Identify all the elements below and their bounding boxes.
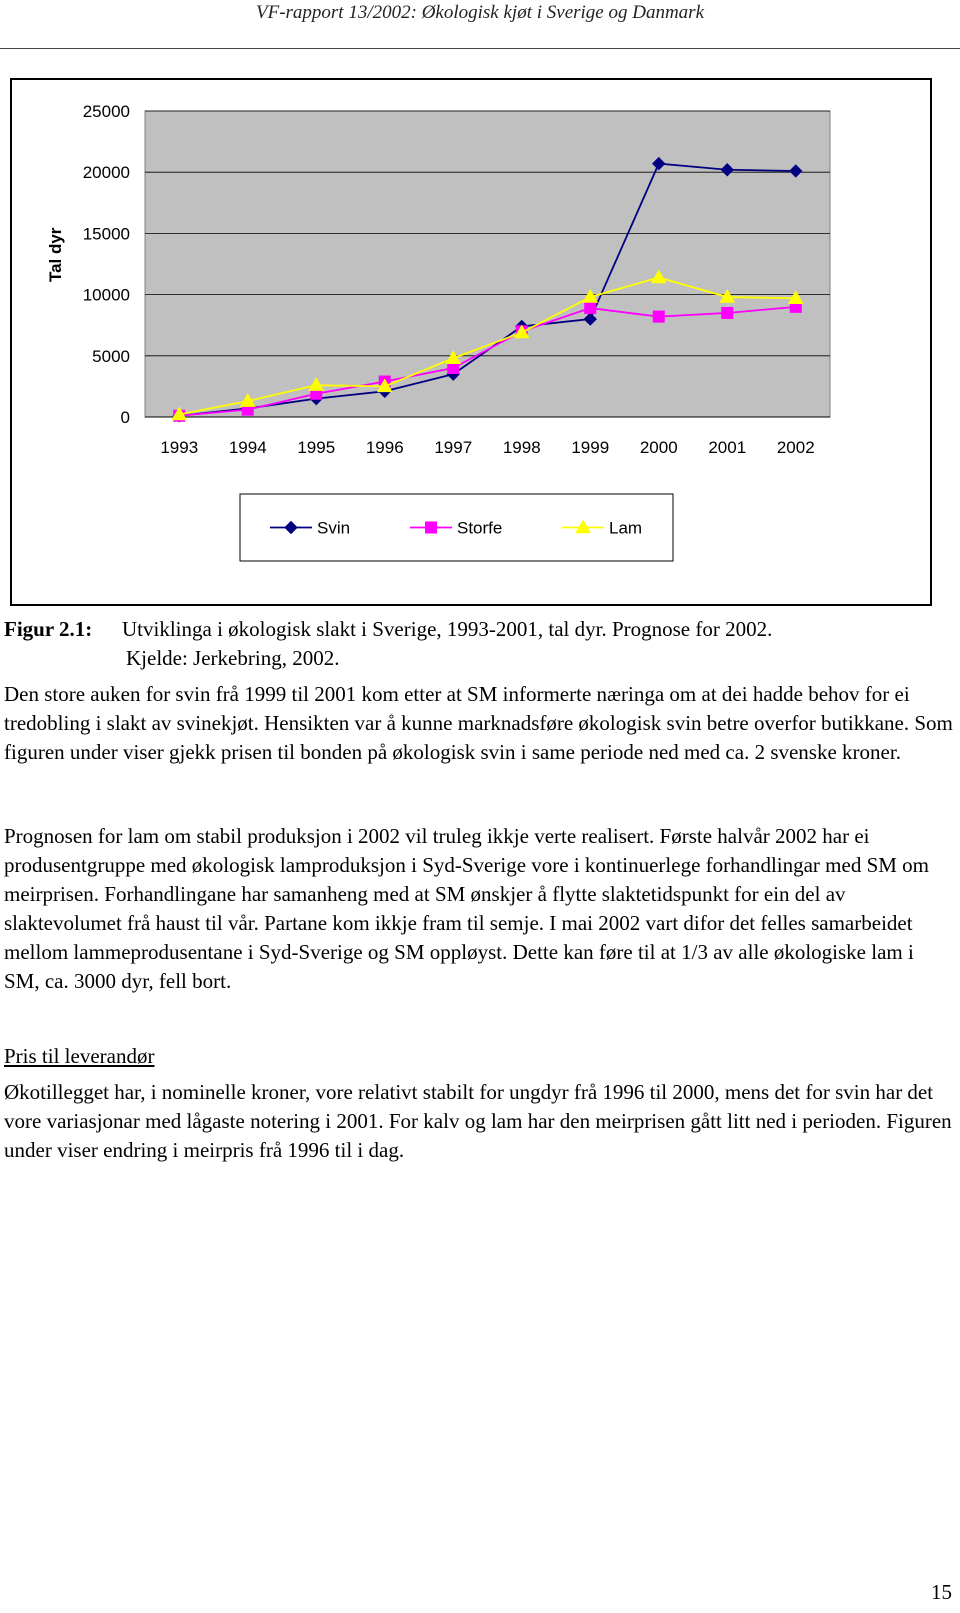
section-heading: Pris til leverandør [4,1044,155,1068]
running-header: VF-rapport 13/2002: Økologisk kjøt i Sverige og Danmark [255,2,704,23]
y-tick-label: 25000 [82,102,130,121]
y-tick-label: 5000 [92,346,130,366]
caption-source: Kjelde: Jerkebring, 2002. [126,646,340,670]
data-point-storfe [448,363,459,374]
chart-frame [10,78,932,606]
data-point-storfe [722,307,733,318]
y-tick-label: 0 [120,408,130,427]
x-tick-label: 1999 [571,438,610,457]
x-tick-label: 1993 [160,438,199,457]
x-tick-label: 2000 [639,438,678,457]
page-number: 15 [931,1580,952,1604]
paragraph-1: Den store auken for svin frå 1999 til 2001 kom etter at SM informerte næringa om at dei hadde behov for ei tredobling i slakt av svinekjøt. Hensikten var å kunne marknadsføre økologisk svin betre overfor butikkane. Som figuren under viser gjekk prisen til bonden på økologisk svin i same periode ned med ca. 2 svenske kroner. [4,682,953,764]
x-tick-label: 1994 [228,438,267,457]
data-point-storfe [585,303,596,314]
plot-area [145,111,830,417]
line-chart [12,80,930,604]
x-tick-label: 2002 [776,438,815,457]
figure-caption [4,615,954,673]
data-point-storfe [653,311,664,322]
x-tick-label: 2001 [708,438,747,457]
y-tick-label: 15000 [82,224,130,244]
caption-label: Figur 2.1: [4,617,93,641]
paragraph-2: Prognosen for lam om stabil produksjon i 2002 vil truleg ikkje verte realisert. Første halvår 2002 har ei produsentgruppe med økologisk lamproduksjon i Syd-Sverige vore i kontinuerlege forhandlingar med SM om meirprisen. Forhandlingane har samanheng med at SM ønskjer å flytte slaktetidspunkt for ein del av slaktevolumet frå haust til vår. Partane kom ikkje fram til semje. I mai 2002 vart difor det felles samarbeidet mellom lammeprodusentane i Syd-Sverige og SM oppløyst. Dette kan føre til at 1/3 av alle økologiske lam i SM, ca. 3000 dyr, fell bort. [4,824,930,993]
x-tick-label: 1998 [502,438,541,457]
x-tick-label: 1997 [434,438,473,457]
legend-label: Svin [317,518,351,538]
x-tick-label: 1996 [365,438,404,457]
paragraph-3: Økotillegget har, i nominelle kroner, vore relativt stabilt for ungdyr frå 1996 til 2000, mens det for svin har det vore variasjonar med lågaste notering i 2001. For kalv og lam har den meirprisen gått litt ned i perioden. Figuren under viser endring i meirpris frå 1996 til i dag. [4,1080,952,1162]
legend-label: Storfe [457,518,503,538]
header-divider [0,48,960,49]
y-tick-label: 20000 [82,163,130,183]
y-axis-label: Tal dyr [46,227,65,283]
legend-label: Lam [609,518,643,538]
y-tick-label: 10000 [82,285,130,305]
x-tick-label: 1995 [297,438,336,457]
caption-text: Utviklinga i økologisk slakt i Sverige, 1993-2001, tal dyr. Prognose for 2002. [122,617,773,641]
legend-marker-storfe [426,522,437,533]
